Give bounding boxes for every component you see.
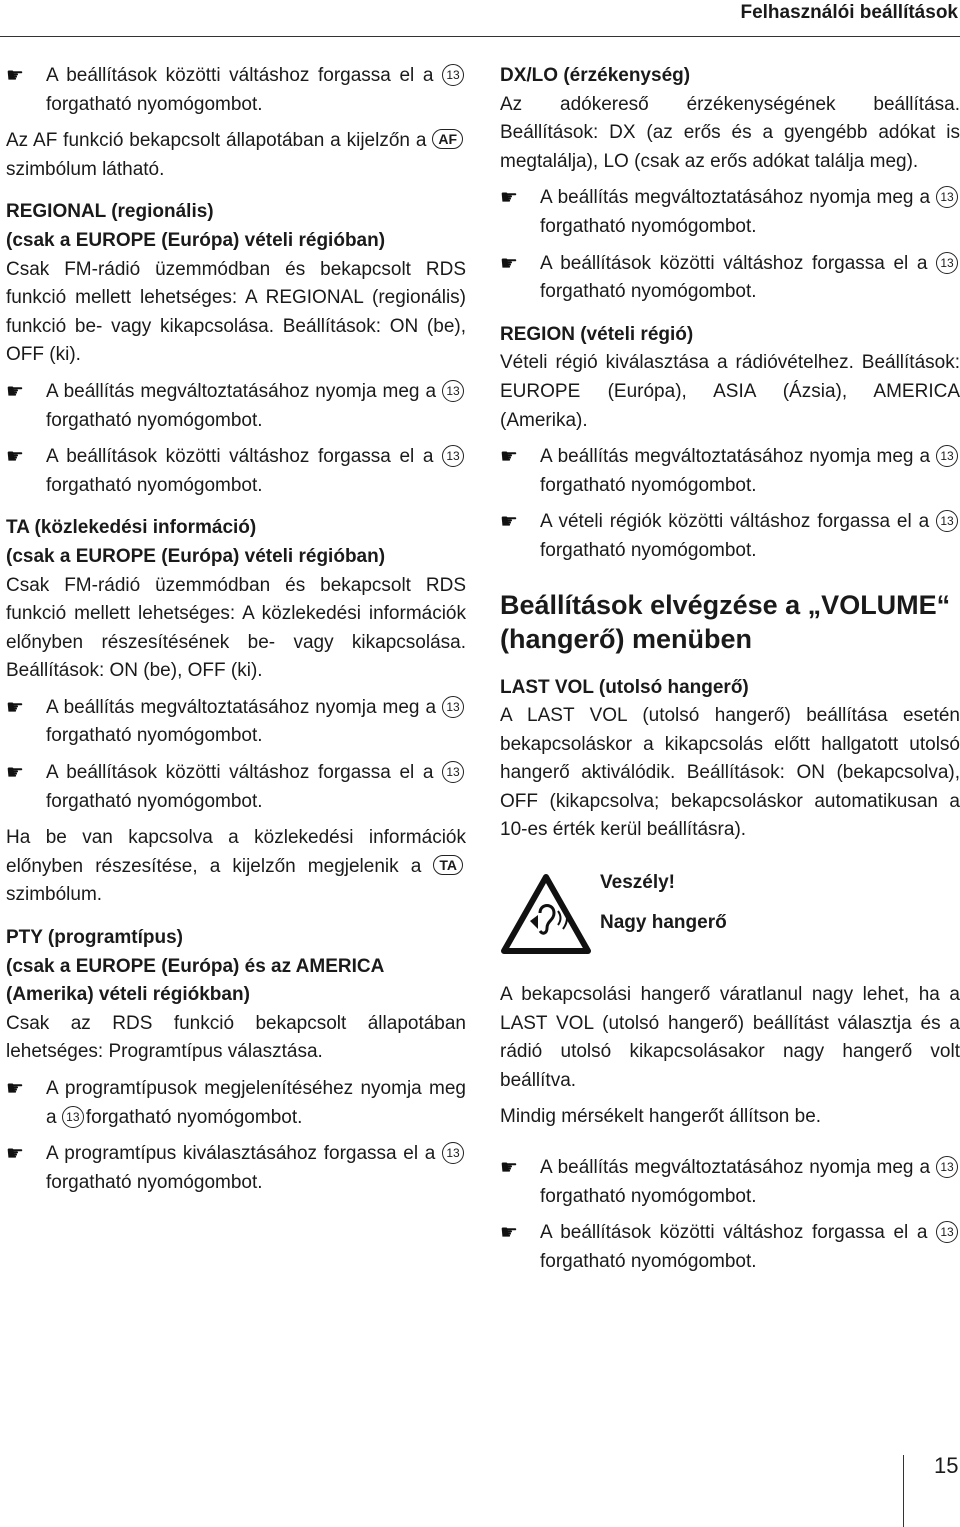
footer-divider <box>903 1455 904 1527</box>
button-13-icon: 13 <box>936 252 958 274</box>
step-instruction: ☛ A beállítások közötti váltáshoz forgassa el a 13forgatható nyomógombot. <box>6 759 466 816</box>
dxlo-title: DX/LO (érzékenység) <box>500 65 691 86</box>
pointing-hand-icon: ☛ <box>6 446 24 469</box>
pointing-hand-icon: ☛ <box>500 511 518 534</box>
region-title: REGION (vételi régió) <box>500 323 694 345</box>
pointing-hand-icon: ☛ <box>500 1157 518 1180</box>
ta-symbol-icon: TA <box>433 855 463 875</box>
step-instruction: ☛ A beállítások közötti váltáshoz forgassa el a 13forgatható nyomógombot. <box>500 250 960 307</box>
step-instruction: ☛ A beállítás megváltoztatásához nyomja meg a 13forgatható nyomógombot. <box>500 1154 960 1211</box>
step-instruction: ☛ A beállítás megváltoztatásához nyomja meg a 13forgatható nyomógombot. <box>6 694 466 751</box>
af-symbol-icon: AF <box>432 129 463 149</box>
step-text: forgatható nyomógombot. <box>46 93 263 115</box>
pointing-hand-icon: ☛ <box>6 1078 24 1100</box>
step-instruction: ☛ A beállítás megváltoztatásához nyomja meg a 13forgatható nyomógombot. <box>6 378 466 435</box>
pointing-hand-icon: ☛ <box>6 762 24 785</box>
pointing-hand-icon: ☛ <box>6 696 24 719</box>
step-text: A beállítások közötti váltáshoz forgassa el a <box>46 65 434 86</box>
pointing-hand-icon: ☛ <box>500 252 518 275</box>
pty-title: PTY (programtípus) (csak a EUROPE (Európa) és az AMERICA (Amerika) vételi régiókban) <box>6 927 384 1006</box>
button-13-icon: 13 <box>936 1221 958 1243</box>
warning-box <box>500 863 960 955</box>
af-note: Az AF funkció bekapcsolt állapotában a kijelzőn a AFszimbólum látható. <box>6 127 466 184</box>
left-column <box>6 62 466 1205</box>
button-13-icon: 13 <box>442 761 464 783</box>
step-instruction: ☛ A beállítás megváltoztatásához nyomja meg a 13forgatható nyomógombot. <box>500 443 960 500</box>
step-instruction: ☛ A vételi régiók közötti váltáshoz forgassa el a 13forgatható nyomógombot. <box>500 508 960 565</box>
pointing-hand-icon: ☛ <box>500 446 518 469</box>
pointing-hand-icon: ☛ <box>500 187 518 210</box>
hearing-warning-icon <box>500 873 592 955</box>
pointing-hand-icon: ☛ <box>6 380 24 403</box>
ta-body: Csak FM-rádió üzemmódban és bekapcsolt RDS funkció mellett lehetséges: A közlekedési információk előnyben részesítésének be- vagy kikapcsolása. Beállítások: ON (be), OFF (ki). <box>6 574 466 682</box>
step-instruction: ☛ A beállítások közötti váltáshoz forgassa el a 13forgatható nyomógombot. <box>6 443 466 500</box>
warning-text <box>600 863 727 943</box>
regional-body: Csak FM-rádió üzemmódban és bekapcsolt RDS funkció mellett lehetséges: A REGIONAL (regionális) funkció be- vagy kikapcsolása. Beállítások: ON (be), OFF (ki). <box>6 258 466 366</box>
button-13-icon: 13 <box>936 1156 958 1178</box>
button-13-icon: 13 <box>936 445 958 467</box>
pointing-hand-icon: ☛ <box>500 1222 518 1245</box>
pty-body: Csak az RDS funkció bekapcsolt állapotában lehetséges: Programtípus választása. <box>6 1012 466 1063</box>
button-13-icon: 13 <box>442 445 464 467</box>
button-13-icon: 13 <box>442 696 464 718</box>
regional-title: REGIONAL (regionális) (csak a EUROPE (Európa) vételi régióban) <box>6 201 386 251</box>
header-divider <box>0 36 960 37</box>
button-13-icon: 13 <box>442 64 464 86</box>
right-column <box>500 62 960 1284</box>
pointing-hand-icon: ☛ <box>6 1143 24 1166</box>
advice-text: Mindig mérsékelt hangerőt állítson be. <box>500 1106 822 1128</box>
step-instruction: ☛ A programtípusok megjelenítéséhez nyomja meg a 13 forgatható nyomógombot. <box>6 1075 466 1132</box>
step-instruction <box>6 62 466 119</box>
lastvol-title: LAST VOL (utolsó hangerő) <box>500 676 749 698</box>
volume-menu-heading: Beállítások elvégzése a „VOLUME“ (hangerő) menüben <box>500 589 951 654</box>
button-13-icon: 13 <box>936 186 958 208</box>
warning-body: A bekapcsolási hangerő váratlanul nagy lehet, ha a LAST VOL (utolsó hangerő) beállítást választja és a rádió utolsó kikapcsolásakor nagy hangerő volt beállítva. <box>500 984 960 1091</box>
button-13-icon: 13 <box>442 1142 464 1164</box>
pointing-hand-icon: ☛ <box>6 65 24 87</box>
step-instruction: ☛ A beállítás megváltoztatásához nyomja meg a 13forgatható nyomógombot. <box>500 184 960 241</box>
button-13-icon: 13 <box>936 510 958 532</box>
button-13-icon: 13 <box>442 380 464 402</box>
page-header-title: Felhasználói beállítások <box>740 2 958 23</box>
ta-note: Ha be van kapcsolva a közlekedési információk előnyben részesítése, a kijelzőn megjelenik a TA szimbólum. <box>6 827 466 906</box>
lastvol-body: A LAST VOL (utolsó hangerő) beállítása esetén bekapcsoláskor a kikapcsolás előtt hallgatott utolsó hangerő aktiválódik. Beállítások: ON (bekapcsolva), OFF (kikapcsolva; bekapcsoláskor automatikusan a 10-es érték kerül beállításra). <box>500 705 960 841</box>
region-body: Vételi régió kiválasztása a rádióvételhez. Beállítások: EUROPE (Európa), ASIA (Ázsia), AMERICA (Amerika). <box>500 352 960 431</box>
step-instruction: ☛ A programtípus kiválasztásához forgassa el a 13forgatható nyomógombot. <box>6 1140 466 1197</box>
warning-label: Veszély! <box>600 872 675 894</box>
dxlo-body: Az adókereső érzékenységének beállítása. Beállítások: DX (az erős és a gyengébb adókat is megtalálja), LO (csak az erős adókat találja meg). <box>500 93 960 172</box>
page-number: 15 <box>934 1453 959 1478</box>
warning-subject: Nagy hangerő <box>600 912 727 934</box>
ta-title: TA (közlekedési információ) (csak a EUROPE (Európa) vételi régióban) <box>6 517 386 567</box>
button-13-icon: 13 <box>62 1106 84 1128</box>
step-instruction: ☛ A beállítások közötti váltáshoz forgassa el a 13forgatható nyomógombot. <box>500 1219 960 1276</box>
